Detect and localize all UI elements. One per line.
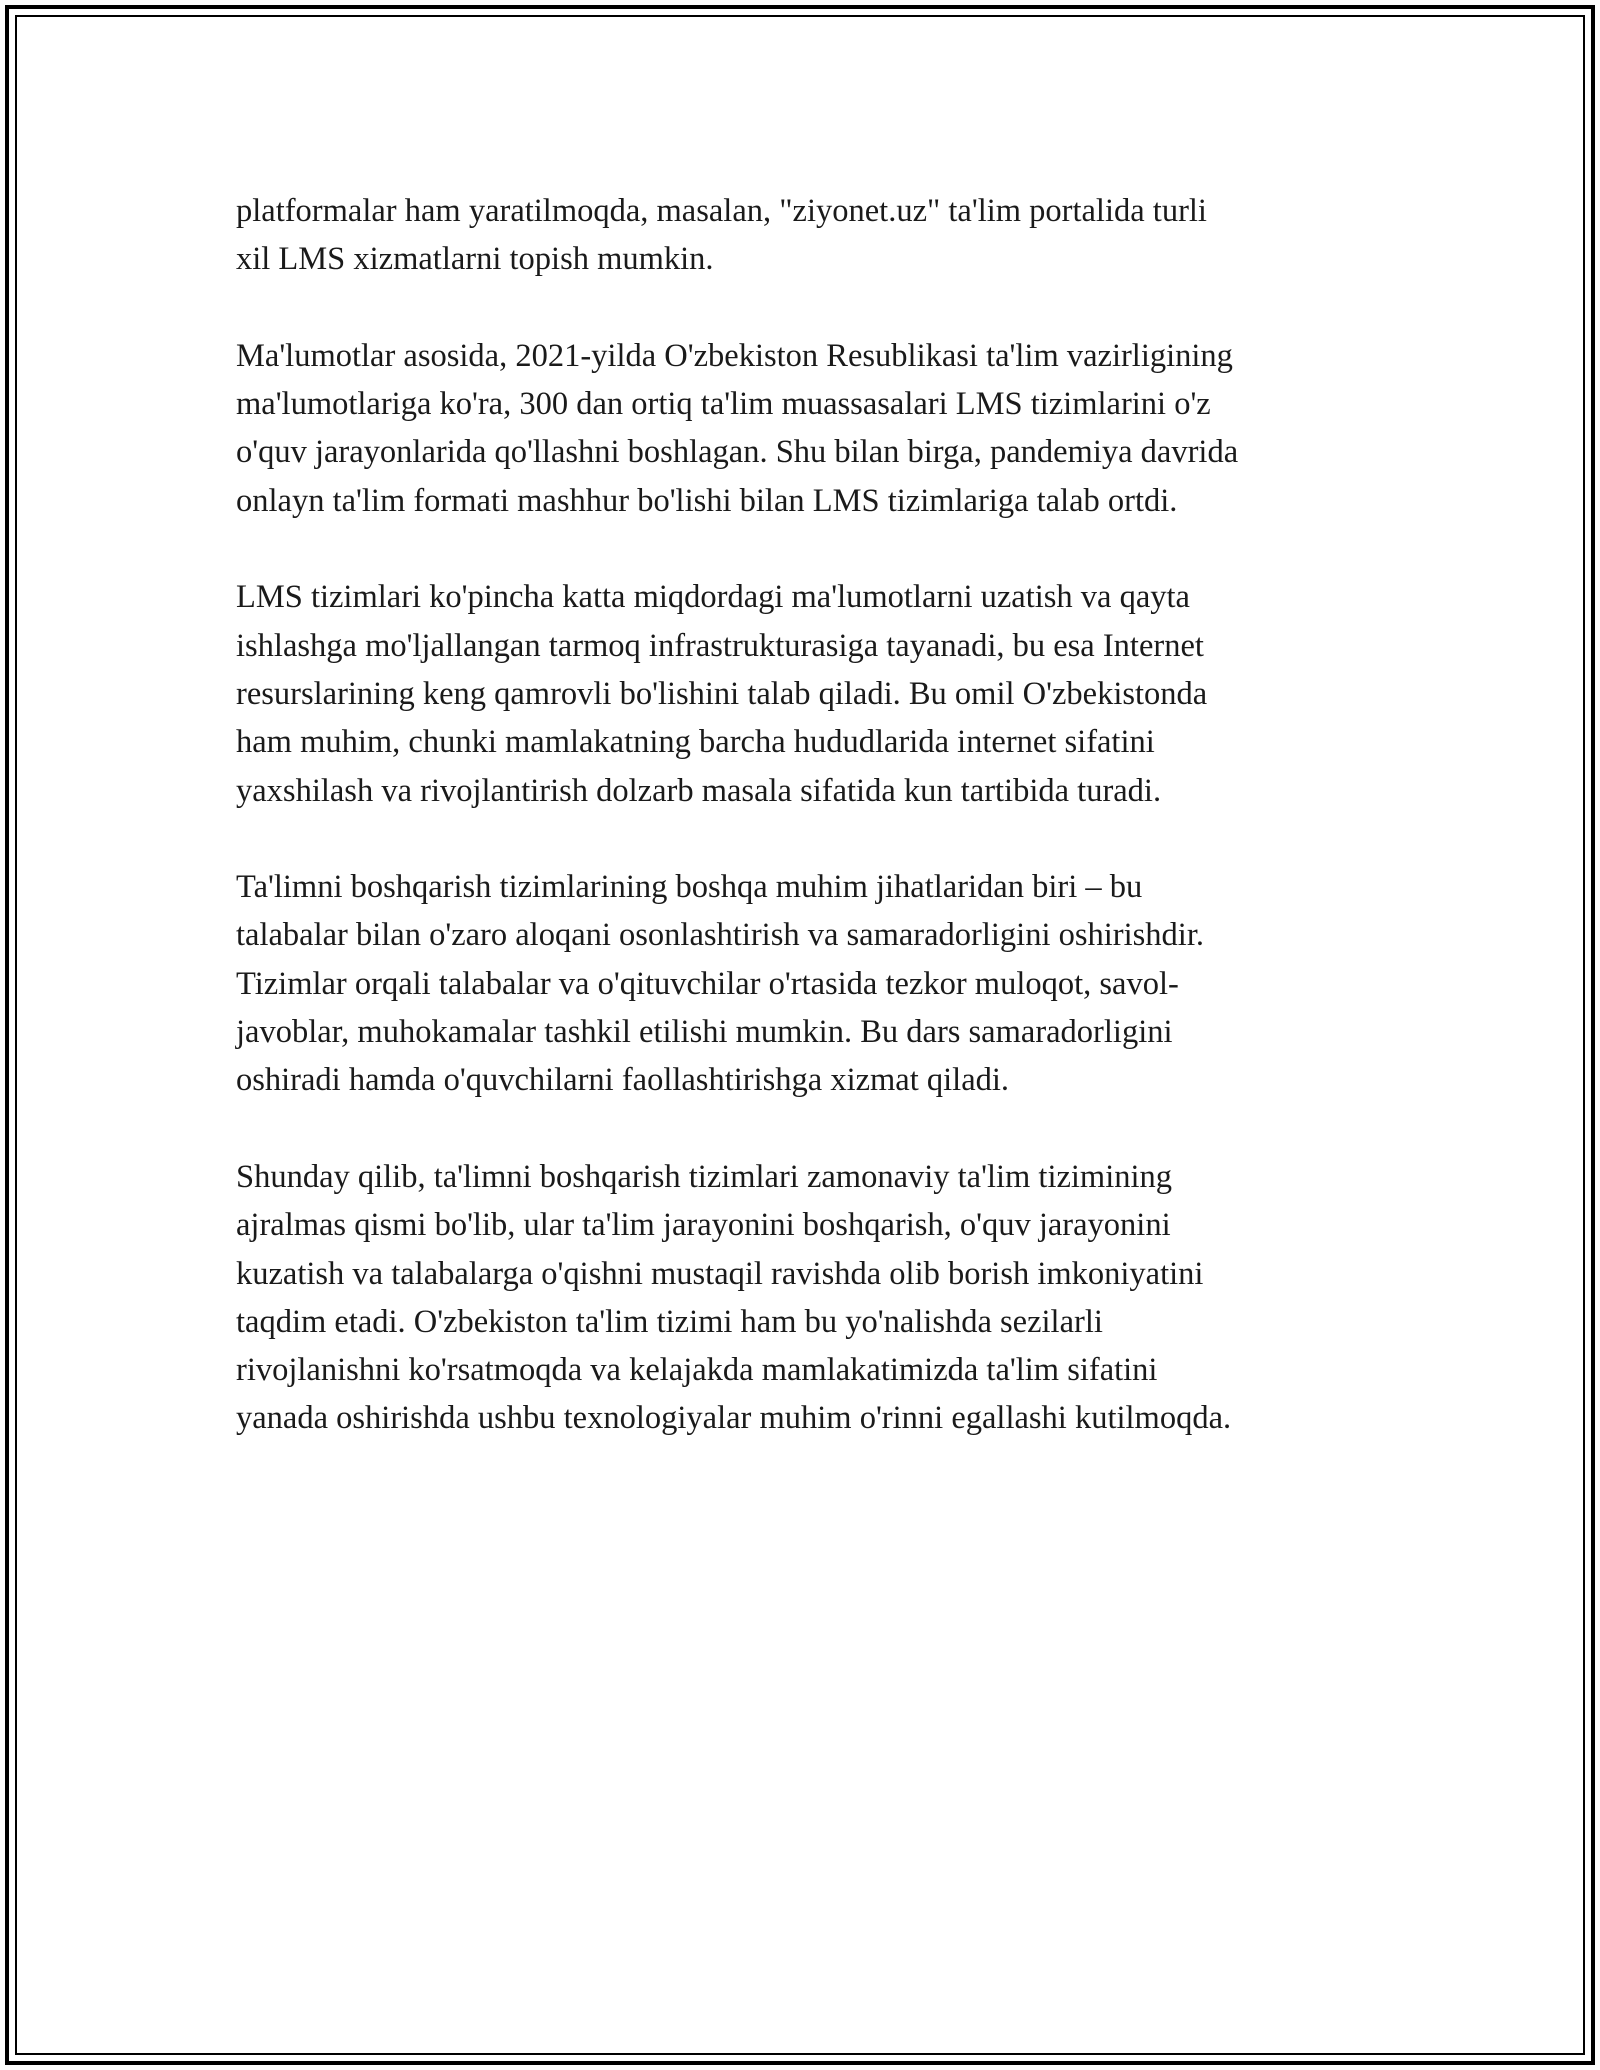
paragraph-2 — [236, 332, 1386, 525]
text-line: yaxshilash va rivojlantirish dolzarb masala sifatida kun tartibida turadi. — [236, 772, 1162, 809]
text-line: kuzatish va talabalarga o'qishni mustaqil ravishda olib borish imkoniyatini — [236, 1255, 1204, 1292]
paragraph-4 — [236, 863, 1386, 1104]
text-line: talabalar bilan o'zaro aloqani osonlashtirish va samaradorligini oshirishdir. — [236, 917, 1204, 954]
paragraph-5 — [236, 1153, 1386, 1443]
text-line: LMS tizimlari ko'pincha katta miqdordagi ma'lumotlarni uzatish va qayta — [236, 579, 1190, 616]
text-line: onlayn ta'lim formati mashhur bo'lishi bilan LMS tizimlariga talab ortdi. — [236, 482, 1178, 519]
text-line: taqdim etadi. O'zbekiston ta'lim tizimi ham bu yo'nalishda sezilarli — [236, 1303, 1103, 1340]
text-line: Ta'limni boshqarish tizimlarining boshqa muhim jihatlaridan biri – bu — [236, 869, 1143, 906]
text-line: resurslarining keng qamrovli bo'lishini talab qiladi. Bu omil O'zbekistonda — [236, 675, 1208, 712]
text-line: ham muhim, chunki mamlakatning barcha hududlarida internet sifatini — [236, 724, 1155, 761]
text-line: ma'lumotlariga ko'ra, 300 dan ortiq ta'lim muassasalari LMS tizimlarini o'z — [236, 386, 1211, 423]
text-line: ajralmas qismi bo'lib, ular ta'lim jarayonini boshqarish, o'quv jarayonini — [236, 1207, 1171, 1244]
text-line: o'quv jarayonlarida qo'llashni boshlagan. Shu bilan birga, pandemiya davrida — [236, 434, 1239, 471]
text-line: javoblar, muhokamalar tashkil etilishi mumkin. Bu dars samaradorligini — [236, 1014, 1173, 1051]
text-line: Ma'lumotlar asosida, 2021-yilda O'zbekiston Resublikasi ta'lim vazirligining — [236, 337, 1233, 374]
text-line: platformalar ham yaratilmoqda, masalan, "ziyonet.uz" ta'lim portalida turli — [236, 193, 1207, 229]
text-line: xil LMS xizmatlarni topish mumkin. — [236, 241, 714, 278]
text-line: yanada oshirishda ushbu texnologiyalar muhim o'rinni egallashi kutilmoqda. — [236, 1400, 1232, 1437]
text-line: rivojlanishni ko'rsatmoqda va kelajakda mamlakatimizda ta'lim sifatini — [236, 1352, 1158, 1389]
text-line: ishlashga mo'ljallangan tarmoq infrastrukturasiga tayanadi, bu esa Internet — [236, 627, 1204, 664]
text-line: Tizimlar orqali talabalar va o'qituvchilar o'rtasida tezkor muloqot, savol- — [236, 965, 1179, 1002]
text-line: Shunday qilib, ta'limni boshqarish tizimlari zamonaviy ta'lim tizimining — [236, 1158, 1173, 1195]
text-line: oshiradi hamda o'quvchilarni faollashtirishga xizmat qiladi. — [236, 1062, 1010, 1099]
paragraph-3 — [236, 573, 1386, 814]
paragraph-1 — [236, 187, 1386, 284]
document-body — [236, 187, 1386, 1491]
